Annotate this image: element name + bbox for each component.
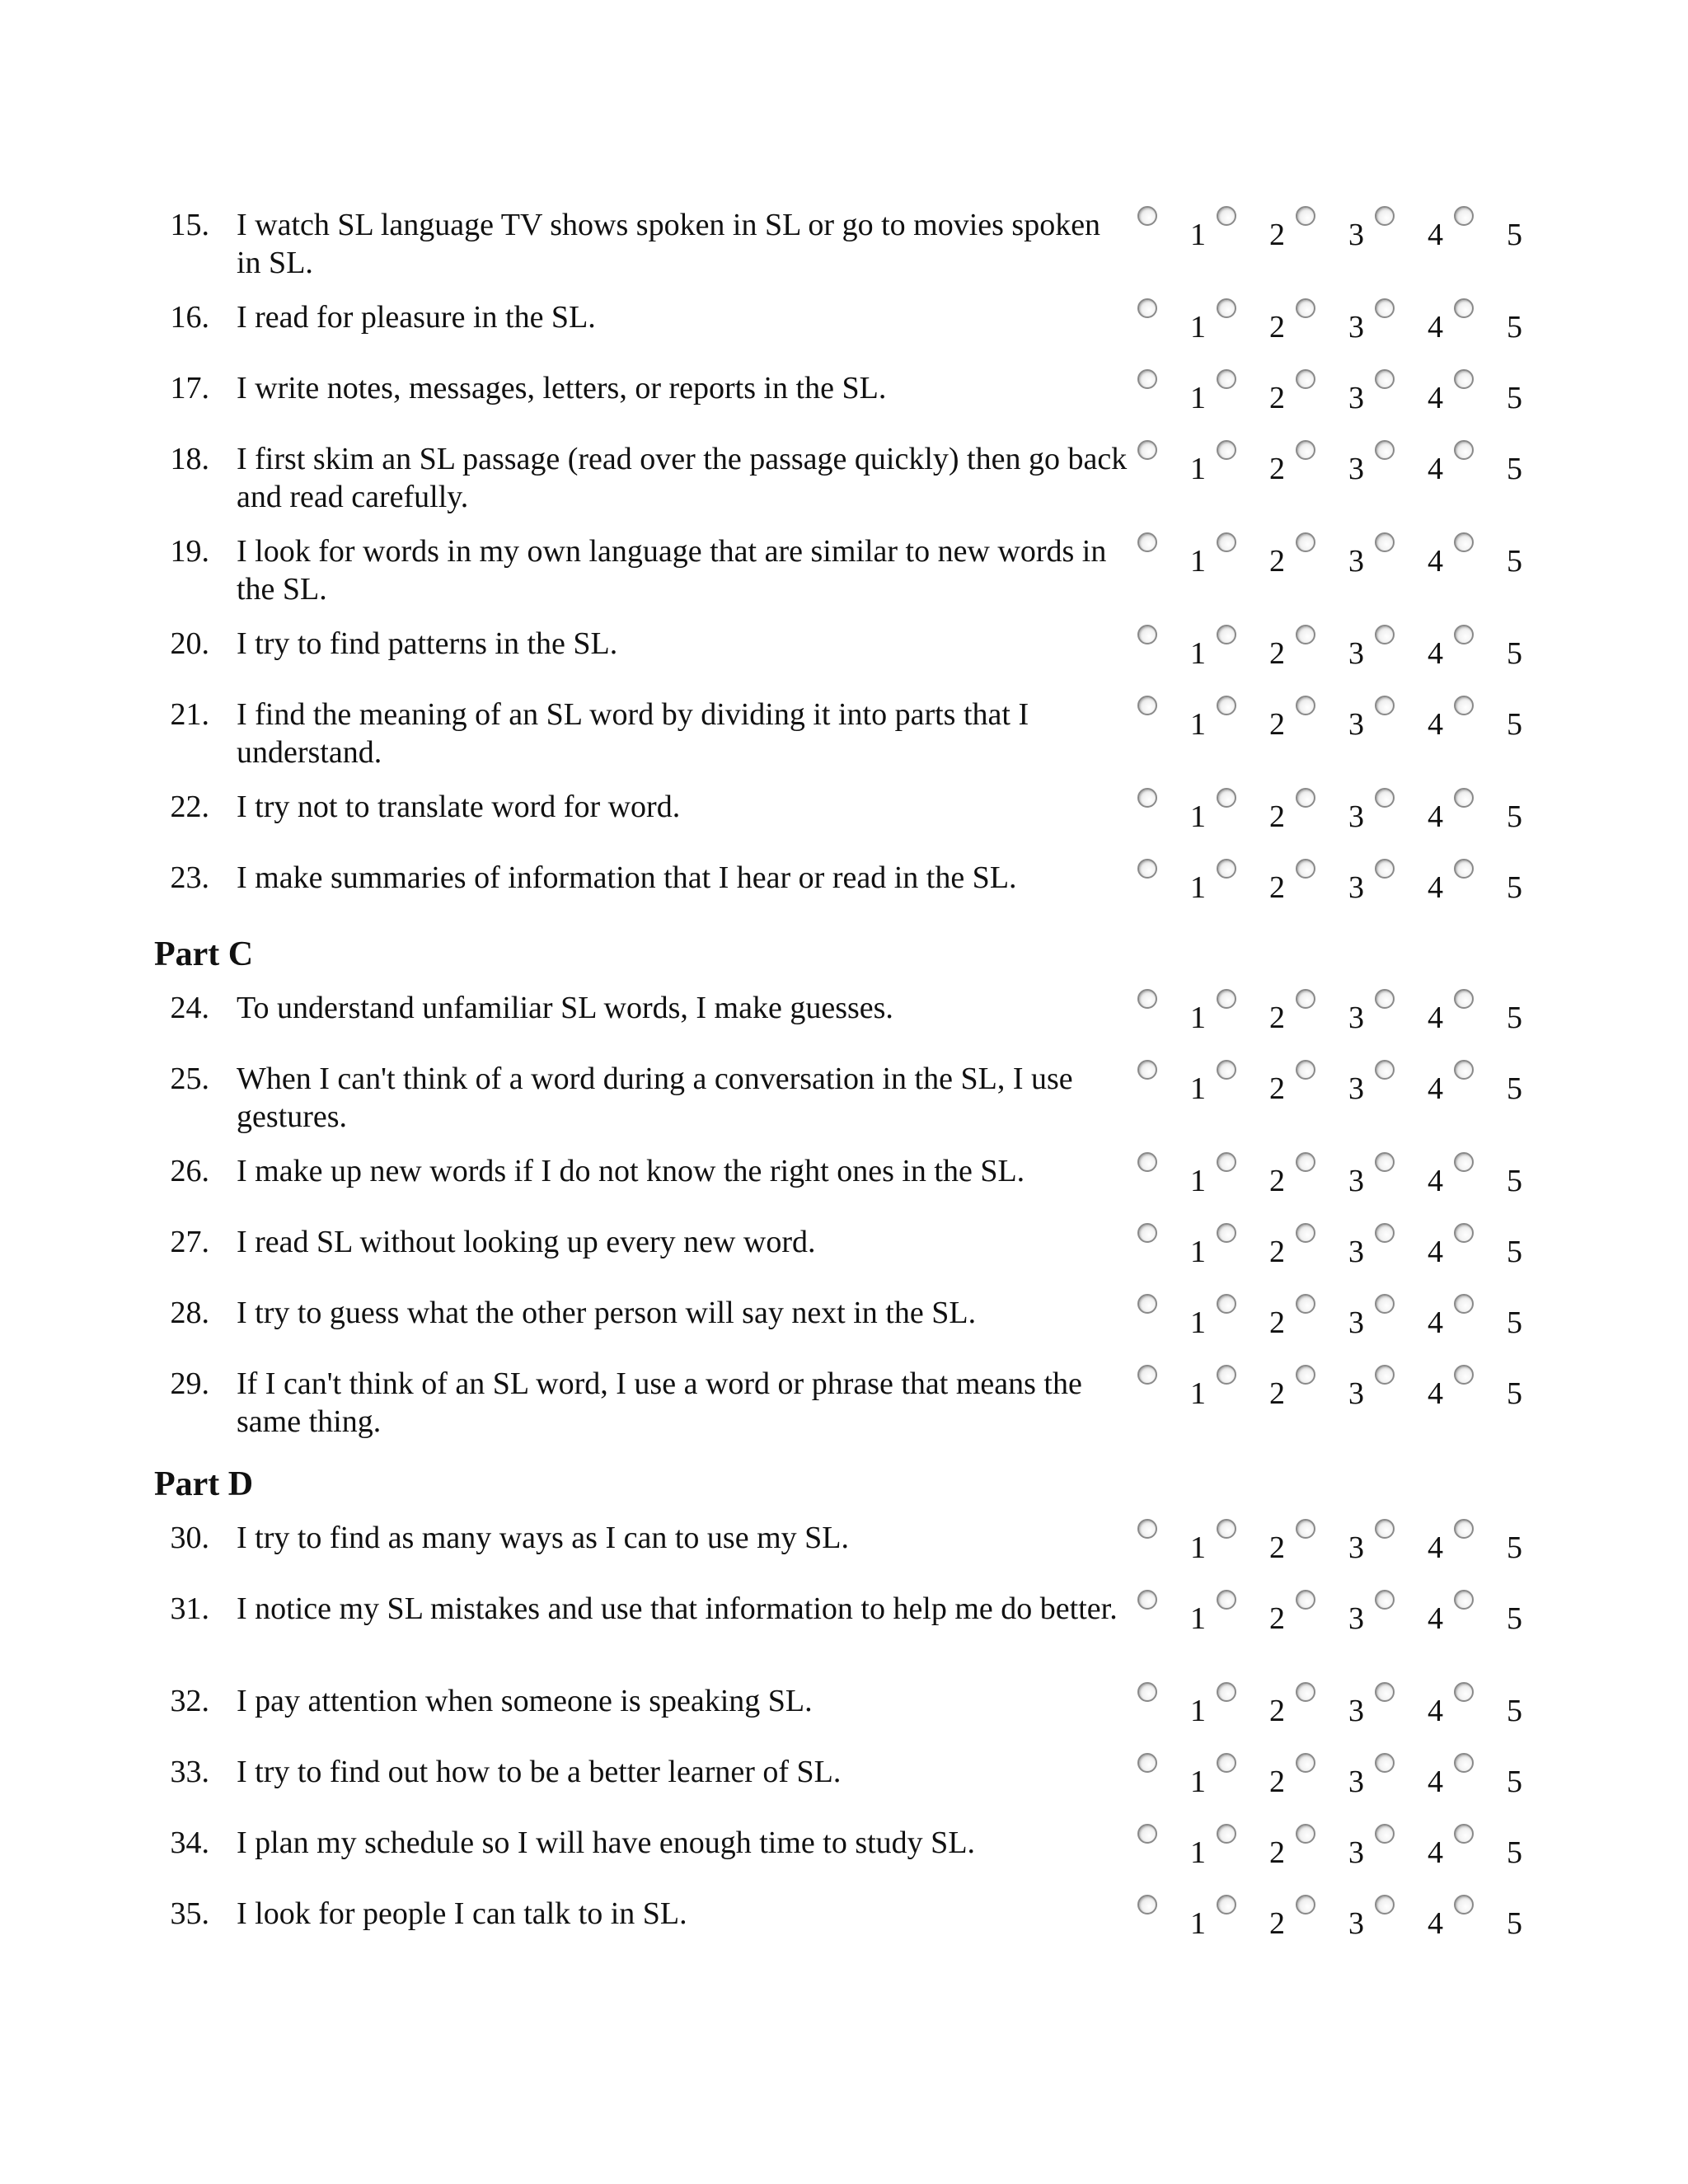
rating-radio-5[interactable] [1454, 1223, 1474, 1243]
rating-label-2: 2 [1269, 310, 1285, 344]
rating-scale [1137, 1152, 1533, 1210]
rating-radio-1[interactable] [1137, 625, 1157, 644]
rating-radio-2[interactable] [1217, 788, 1236, 808]
question-text: When I can't think of a word during a conversation in the SL, I use gestures. [237, 1062, 1073, 1134]
rating-label-2: 2 [1269, 1164, 1285, 1198]
rating-label-1: 1 [1190, 1694, 1206, 1728]
rating-label-1: 1 [1190, 218, 1206, 252]
rating-label-1: 1 [1190, 636, 1206, 671]
rating-label-5: 5 [1507, 218, 1522, 252]
question-row [0, 1223, 1688, 1305]
rating-radio-4[interactable] [1375, 788, 1395, 808]
rating-radio-1[interactable] [1137, 298, 1157, 318]
question-number: 21. [170, 697, 209, 732]
rating-label-4: 4 [1428, 544, 1443, 579]
rating-label-2: 2 [1269, 636, 1285, 671]
rating-radio-2[interactable] [1217, 206, 1236, 226]
rating-label-1: 1 [1190, 1071, 1206, 1106]
rating-radio-5[interactable] [1454, 206, 1474, 226]
rating-radio-2[interactable] [1217, 298, 1236, 318]
rating-label-3: 3 [1348, 1001, 1364, 1035]
rating-label-2: 2 [1269, 1071, 1285, 1106]
rating-label-1: 1 [1190, 1305, 1206, 1340]
rating-label-4: 4 [1428, 1765, 1443, 1799]
question-number: 26. [170, 1154, 209, 1188]
rating-radio-3[interactable] [1296, 696, 1315, 715]
rating-label-5: 5 [1507, 1601, 1522, 1636]
rating-label-5: 5 [1507, 1530, 1522, 1565]
question-number: 31. [170, 1591, 209, 1626]
question-number: 18. [170, 442, 209, 476]
rating-label-1: 1 [1190, 1835, 1206, 1870]
question-number: 28. [170, 1296, 209, 1330]
rating-radio-1[interactable] [1137, 1152, 1157, 1172]
rating-radio-1[interactable] [1137, 859, 1157, 879]
rating-label-4: 4 [1428, 1071, 1443, 1106]
rating-label-2: 2 [1269, 707, 1285, 742]
rating-scale [1137, 1682, 1533, 1740]
rating-label-2: 2 [1269, 544, 1285, 579]
rating-label-5: 5 [1507, 870, 1522, 905]
rating-label-3: 3 [1348, 310, 1364, 344]
rating-radio-5[interactable] [1454, 1753, 1474, 1773]
rating-label-3: 3 [1348, 1164, 1364, 1198]
rating-label-5: 5 [1507, 707, 1522, 742]
rating-radio-5[interactable] [1454, 1824, 1474, 1844]
rating-radio-2[interactable] [1217, 1682, 1236, 1702]
rating-radio-4[interactable] [1375, 1060, 1395, 1080]
rating-radio-2[interactable] [1217, 440, 1236, 460]
question-number: 15. [170, 208, 209, 242]
rating-label-5: 5 [1507, 544, 1522, 579]
rating-radio-3[interactable] [1296, 1682, 1315, 1702]
rating-radio-4[interactable] [1375, 989, 1395, 1009]
rating-radio-5[interactable] [1454, 1590, 1474, 1610]
rating-radio-3[interactable] [1296, 1519, 1315, 1539]
rating-label-4: 4 [1428, 870, 1443, 905]
question-number: 29. [170, 1366, 209, 1401]
question-number: 33. [170, 1755, 209, 1789]
rating-scale [1137, 1519, 1533, 1577]
question-text: I try to find patterns in the SL. [237, 626, 618, 661]
rating-radio-2[interactable] [1217, 1223, 1236, 1243]
rating-radio-1[interactable] [1137, 1519, 1157, 1539]
rating-label-3: 3 [1348, 870, 1364, 905]
question-text: I read for pleasure in the SL. [237, 300, 596, 335]
rating-label-2: 2 [1269, 1601, 1285, 1636]
rating-label-3: 3 [1348, 1305, 1364, 1340]
rating-radio-3[interactable] [1296, 1060, 1315, 1080]
rating-radio-4[interactable] [1375, 1519, 1395, 1539]
rating-scale [1137, 298, 1533, 356]
rating-label-5: 5 [1507, 636, 1522, 671]
rating-scale [1137, 369, 1533, 427]
question-text: I plan my schedule so I will have enough time to study SL. [237, 1825, 976, 1860]
rating-label-4: 4 [1428, 1305, 1443, 1340]
rating-radio-5[interactable] [1454, 1060, 1474, 1080]
rating-radio-4[interactable] [1375, 1590, 1395, 1610]
rating-label-2: 2 [1269, 218, 1285, 252]
rating-scale [1137, 1590, 1533, 1647]
question-row [0, 206, 1688, 288]
rating-radio-3[interactable] [1296, 298, 1315, 318]
rating-label-4: 4 [1428, 1530, 1443, 1565]
rating-label-2: 2 [1269, 1376, 1285, 1411]
question-row [0, 1294, 1688, 1376]
question-text: If I can't think of an SL word, I use a word or phrase that means the same thing. [237, 1366, 1082, 1439]
rating-label-5: 5 [1507, 1906, 1522, 1941]
rating-label-3: 3 [1348, 1530, 1364, 1565]
rating-label-4: 4 [1428, 1164, 1443, 1198]
rating-radio-3[interactable] [1296, 369, 1315, 389]
rating-radio-1[interactable] [1137, 1824, 1157, 1844]
rating-label-1: 1 [1190, 1906, 1206, 1941]
rating-radio-1[interactable] [1137, 1682, 1157, 1702]
rating-label-2: 2 [1269, 1694, 1285, 1728]
rating-label-4: 4 [1428, 310, 1443, 344]
rating-label-3: 3 [1348, 1694, 1364, 1728]
question-text: I try not to translate word for word. [237, 790, 681, 824]
rating-label-1: 1 [1190, 1376, 1206, 1411]
question-row [0, 788, 1688, 870]
question-number: 30. [170, 1521, 209, 1555]
question-number: 27. [170, 1225, 209, 1259]
question-row [0, 369, 1688, 452]
rating-label-4: 4 [1428, 1835, 1443, 1870]
rating-label-3: 3 [1348, 707, 1364, 742]
rating-label-5: 5 [1507, 1164, 1522, 1198]
rating-radio-1[interactable] [1137, 1365, 1157, 1385]
rating-radio-5[interactable] [1454, 369, 1474, 389]
question-number: 25. [170, 1062, 209, 1096]
rating-radio-4[interactable] [1375, 298, 1395, 318]
rating-radio-3[interactable] [1296, 989, 1315, 1009]
rating-radio-4[interactable] [1375, 1824, 1395, 1844]
rating-radio-2[interactable] [1217, 1294, 1236, 1314]
rating-radio-5[interactable] [1454, 1895, 1474, 1915]
rating-scale [1137, 532, 1533, 590]
question-number: 32. [170, 1684, 209, 1718]
rating-label-5: 5 [1507, 1765, 1522, 1799]
rating-label-1: 1 [1190, 1235, 1206, 1269]
rating-label-1: 1 [1190, 310, 1206, 344]
rating-scale [1137, 625, 1533, 682]
rating-radio-4[interactable] [1375, 1682, 1395, 1702]
rating-label-4: 4 [1428, 799, 1443, 834]
question-text: I pay attention when someone is speaking SL. [237, 1684, 813, 1718]
rating-label-1: 1 [1190, 544, 1206, 579]
rating-radio-3[interactable] [1296, 1223, 1315, 1243]
question-row [0, 1753, 1688, 1835]
rating-label-3: 3 [1348, 381, 1364, 415]
rating-radio-3[interactable] [1296, 859, 1315, 879]
rating-label-4: 4 [1428, 1376, 1443, 1411]
question-text: I read SL without looking up every new word. [237, 1225, 816, 1259]
rating-radio-5[interactable] [1454, 1519, 1474, 1539]
question-number: 22. [170, 790, 209, 824]
rating-label-1: 1 [1190, 1164, 1206, 1198]
rating-scale [1137, 206, 1533, 264]
rating-radio-2[interactable] [1217, 859, 1236, 879]
rating-radio-3[interactable] [1296, 1824, 1315, 1844]
question-row [0, 1824, 1688, 1906]
question-text: I first skim an SL passage (read over the passage quickly) then go back and read carefully. [237, 442, 1128, 514]
question-text: I watch SL language TV shows spoken in SL or go to movies spoken in SL. [237, 208, 1101, 280]
rating-radio-2[interactable] [1217, 1365, 1236, 1385]
question-number: 16. [170, 300, 209, 335]
rating-label-2: 2 [1269, 1835, 1285, 1870]
rating-radio-4[interactable] [1375, 696, 1395, 715]
part-c-heading: Part C [154, 935, 254, 973]
rating-scale [1137, 440, 1533, 498]
rating-label-5: 5 [1507, 1071, 1522, 1106]
question-row [0, 1519, 1688, 1601]
rating-label-2: 2 [1269, 870, 1285, 905]
rating-label-3: 3 [1348, 636, 1364, 671]
rating-label-4: 4 [1428, 1694, 1443, 1728]
rating-label-2: 2 [1269, 1765, 1285, 1799]
rating-label-5: 5 [1507, 1235, 1522, 1269]
rating-radio-1[interactable] [1137, 1590, 1157, 1610]
rating-radio-1[interactable] [1137, 1060, 1157, 1080]
rating-label-1: 1 [1190, 1001, 1206, 1035]
rating-radio-5[interactable] [1454, 1152, 1474, 1172]
rating-radio-1[interactable] [1137, 1223, 1157, 1243]
rating-radio-2[interactable] [1217, 625, 1236, 644]
rating-radio-1[interactable] [1137, 1895, 1157, 1915]
rating-label-4: 4 [1428, 707, 1443, 742]
question-row [0, 1682, 1688, 1765]
rating-label-3: 3 [1348, 452, 1364, 486]
rating-label-5: 5 [1507, 1835, 1522, 1870]
question-row [0, 989, 1688, 1071]
rating-label-4: 4 [1428, 218, 1443, 252]
rating-radio-3[interactable] [1296, 1590, 1315, 1610]
rating-label-5: 5 [1507, 1305, 1522, 1340]
rating-radio-5[interactable] [1454, 788, 1474, 808]
rating-label-1: 1 [1190, 1530, 1206, 1565]
question-number: 35. [170, 1896, 209, 1931]
question-text: I make summaries of information that I hear or read in the SL. [237, 860, 1017, 895]
question-row [0, 1152, 1688, 1235]
rating-radio-3[interactable] [1296, 788, 1315, 808]
question-row [0, 298, 1688, 381]
rating-radio-3[interactable] [1296, 625, 1315, 644]
rating-label-3: 3 [1348, 1601, 1364, 1636]
rating-label-3: 3 [1348, 1906, 1364, 1941]
rating-scale [1137, 1060, 1533, 1118]
rating-radio-2[interactable] [1217, 1519, 1236, 1539]
rating-radio-4[interactable] [1375, 369, 1395, 389]
question-row [0, 1060, 1688, 1142]
rating-label-1: 1 [1190, 1765, 1206, 1799]
question-number: 19. [170, 534, 209, 569]
rating-label-2: 2 [1269, 1906, 1285, 1941]
rating-label-1: 1 [1190, 452, 1206, 486]
question-number: 34. [170, 1825, 209, 1860]
rating-label-1: 1 [1190, 381, 1206, 415]
rating-label-5: 5 [1507, 1376, 1522, 1411]
question-row [0, 625, 1688, 707]
rating-label-1: 1 [1190, 1601, 1206, 1636]
question-number: 24. [170, 991, 209, 1025]
rating-radio-5[interactable] [1454, 1682, 1474, 1702]
rating-label-2: 2 [1269, 381, 1285, 415]
rating-radio-1[interactable] [1137, 206, 1157, 226]
rating-label-2: 2 [1269, 1235, 1285, 1269]
rating-radio-1[interactable] [1137, 1294, 1157, 1314]
rating-radio-1[interactable] [1137, 1753, 1157, 1773]
rating-scale [1137, 1294, 1533, 1352]
rating-radio-5[interactable] [1454, 989, 1474, 1009]
rating-label-5: 5 [1507, 381, 1522, 415]
question-row [0, 1895, 1688, 1977]
rating-radio-4[interactable] [1375, 859, 1395, 879]
part-d-heading: Part D [154, 1465, 254, 1503]
rating-scale [1137, 1895, 1533, 1952]
rating-radio-4[interactable] [1375, 1152, 1395, 1172]
rating-label-4: 4 [1428, 381, 1443, 415]
rating-radio-3[interactable] [1296, 1365, 1315, 1385]
question-text: I look for people I can talk to in SL. [237, 1896, 687, 1931]
rating-radio-5[interactable] [1454, 440, 1474, 460]
rating-scale [1137, 1365, 1533, 1422]
rating-radio-5[interactable] [1454, 1365, 1474, 1385]
rating-label-3: 3 [1348, 218, 1364, 252]
rating-label-5: 5 [1507, 799, 1522, 834]
question-row [0, 440, 1688, 523]
rating-radio-1[interactable] [1137, 440, 1157, 460]
rating-radio-1[interactable] [1137, 788, 1157, 808]
rating-radio-2[interactable] [1217, 696, 1236, 715]
question-text: I notice my SL mistakes and use that information to help me do better. [237, 1591, 1118, 1626]
rating-label-5: 5 [1507, 452, 1522, 486]
rating-radio-2[interactable] [1217, 1824, 1236, 1844]
rating-radio-5[interactable] [1454, 532, 1474, 552]
rating-radio-4[interactable] [1375, 1223, 1395, 1243]
rating-radio-2[interactable] [1217, 1753, 1236, 1773]
question-text: I try to find out how to be a better learner of SL. [237, 1755, 842, 1789]
rating-radio-5[interactable] [1454, 859, 1474, 879]
rating-radio-4[interactable] [1375, 1294, 1395, 1314]
rating-radio-5[interactable] [1454, 625, 1474, 644]
rating-label-2: 2 [1269, 1001, 1285, 1035]
question-text: I try to find as many ways as I can to use my SL. [237, 1521, 849, 1555]
rating-scale [1137, 788, 1533, 846]
question-text: I write notes, messages, letters, or reports in the SL. [237, 371, 887, 405]
rating-radio-2[interactable] [1217, 1590, 1236, 1610]
rating-label-4: 4 [1428, 1235, 1443, 1269]
rating-radio-5[interactable] [1454, 1294, 1474, 1314]
rating-scale [1137, 859, 1533, 916]
rating-label-2: 2 [1269, 1305, 1285, 1340]
rating-label-3: 3 [1348, 1235, 1364, 1269]
rating-label-4: 4 [1428, 1601, 1443, 1636]
rating-radio-3[interactable] [1296, 1152, 1315, 1172]
rating-label-3: 3 [1348, 1835, 1364, 1870]
rating-label-3: 3 [1348, 544, 1364, 579]
rating-label-5: 5 [1507, 1001, 1522, 1035]
rating-radio-2[interactable] [1217, 1152, 1236, 1172]
question-row [0, 859, 1688, 941]
question-row [0, 696, 1688, 778]
rating-label-5: 5 [1507, 310, 1522, 344]
rating-radio-4[interactable] [1375, 532, 1395, 552]
question-row [0, 532, 1688, 615]
rating-radio-4[interactable] [1375, 440, 1395, 460]
rating-label-1: 1 [1190, 707, 1206, 742]
rating-radio-5[interactable] [1454, 298, 1474, 318]
question-text: To understand unfamiliar SL words, I make guesses. [237, 991, 893, 1025]
question-row [0, 1590, 1688, 1672]
question-text: I look for words in my own language that are similar to new words in the SL. [237, 534, 1107, 607]
rating-radio-3[interactable] [1296, 440, 1315, 460]
rating-radio-1[interactable] [1137, 696, 1157, 715]
rating-radio-4[interactable] [1375, 1895, 1395, 1915]
rating-radio-5[interactable] [1454, 696, 1474, 715]
rating-radio-1[interactable] [1137, 369, 1157, 389]
rating-radio-2[interactable] [1217, 1060, 1236, 1080]
question-number: 17. [170, 371, 209, 405]
rating-label-5: 5 [1507, 1694, 1522, 1728]
rating-radio-4[interactable] [1375, 625, 1395, 644]
rating-radio-4[interactable] [1375, 1365, 1395, 1385]
rating-label-3: 3 [1348, 1376, 1364, 1411]
rating-label-4: 4 [1428, 1001, 1443, 1035]
rating-label-3: 3 [1348, 1071, 1364, 1106]
rating-label-2: 2 [1269, 799, 1285, 834]
rating-radio-3[interactable] [1296, 532, 1315, 552]
question-text: I make up new words if I do not know the right ones in the SL. [237, 1154, 1025, 1188]
rating-radio-3[interactable] [1296, 206, 1315, 226]
rating-scale [1137, 1824, 1533, 1882]
rating-label-1: 1 [1190, 870, 1206, 905]
rating-radio-3[interactable] [1296, 1753, 1315, 1773]
question-text: I try to guess what the other person will say next in the SL. [237, 1296, 977, 1330]
rating-label-4: 4 [1428, 452, 1443, 486]
rating-label-3: 3 [1348, 1765, 1364, 1799]
question-number: 23. [170, 860, 209, 895]
rating-radio-1[interactable] [1137, 532, 1157, 552]
rating-label-1: 1 [1190, 799, 1206, 834]
question-text: I find the meaning of an SL word by dividing it into parts that I understand. [237, 697, 1029, 770]
rating-radio-4[interactable] [1375, 206, 1395, 226]
rating-scale [1137, 696, 1533, 753]
rating-radio-2[interactable] [1217, 369, 1236, 389]
question-number: 20. [170, 626, 209, 661]
rating-scale [1137, 1753, 1533, 1811]
rating-radio-2[interactable] [1217, 532, 1236, 552]
rating-radio-2[interactable] [1217, 989, 1236, 1009]
rating-label-4: 4 [1428, 636, 1443, 671]
rating-radio-1[interactable] [1137, 989, 1157, 1009]
rating-radio-3[interactable] [1296, 1294, 1315, 1314]
rating-scale [1137, 989, 1533, 1047]
rating-radio-3[interactable] [1296, 1895, 1315, 1915]
rating-label-2: 2 [1269, 1530, 1285, 1565]
question-row [0, 1365, 1688, 1447]
rating-label-3: 3 [1348, 799, 1364, 834]
rating-scale [1137, 1223, 1533, 1281]
rating-radio-4[interactable] [1375, 1753, 1395, 1773]
rating-label-2: 2 [1269, 452, 1285, 486]
rating-radio-2[interactable] [1217, 1895, 1236, 1915]
rating-label-4: 4 [1428, 1906, 1443, 1941]
